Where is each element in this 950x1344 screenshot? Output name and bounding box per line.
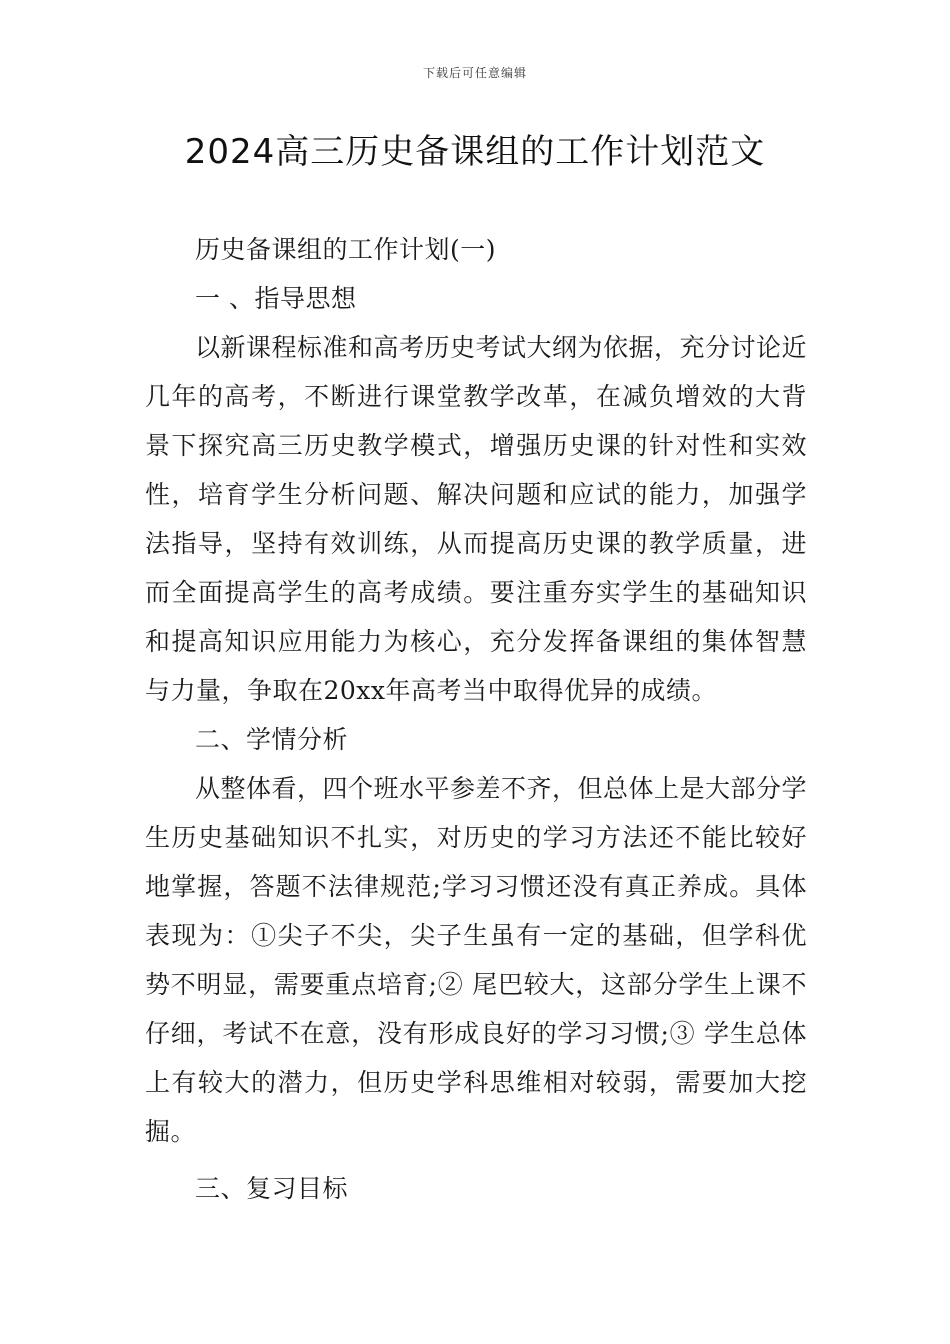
section-heading-learning-analysis: 二、学情分析 — [195, 725, 349, 754]
document-body — [145, 225, 807, 1213]
section-heading-review-goals: 三、复习目标 — [195, 1174, 349, 1203]
plan-subtitle: 历史备课组的工作计划(一) — [195, 235, 497, 264]
header-note: 下载后可任意编辑 — [422, 66, 527, 80]
document-title: 2024高三历史备课组的工作计划范文 — [184, 132, 766, 172]
section-heading-guiding-ideology: 一 、指导思想 — [195, 284, 357, 313]
section-paragraph-guiding-ideology: 以新课程标准和高考历史考试大纲为依据，充分讨论近几年的高考，不断进行课堂教学改革，在减负增效的大背景下探究高三历史教学模式，增强历史课的针对性和实效性，培育学生分析问题、解决问题和应试的能力，加强学法指导，坚持有效训练，从而提高历史课的教学质量，进而全面提高学生的高考成绩。要注重夯实学生的基础知识和提高知识应用能力为核心，充分发挥备课组的集体智慧与力量，争取在20xx年高考当中取得优异的成绩。 — [145, 333, 808, 705]
section-paragraph-learning-analysis: 从整体看，四个班水平参差不齐，但总体上是大部分学生历史基础知识不扎实，对历史的学习方法还不能比较好地掌握，答题不法律规范;学习习惯还没有真正养成。具体表现为：①尖子不尖，尖子生虽有一定的基础，但学科优势不明显，需要重点培育;② 尾巴较大，这部分学生上课不仔细，考试不在意，没有形成良好的学习习惯;③ 学生总体上有较大的潜力，但历史学科思维相对较弱，需要加大挖掘。 — [145, 774, 808, 1146]
